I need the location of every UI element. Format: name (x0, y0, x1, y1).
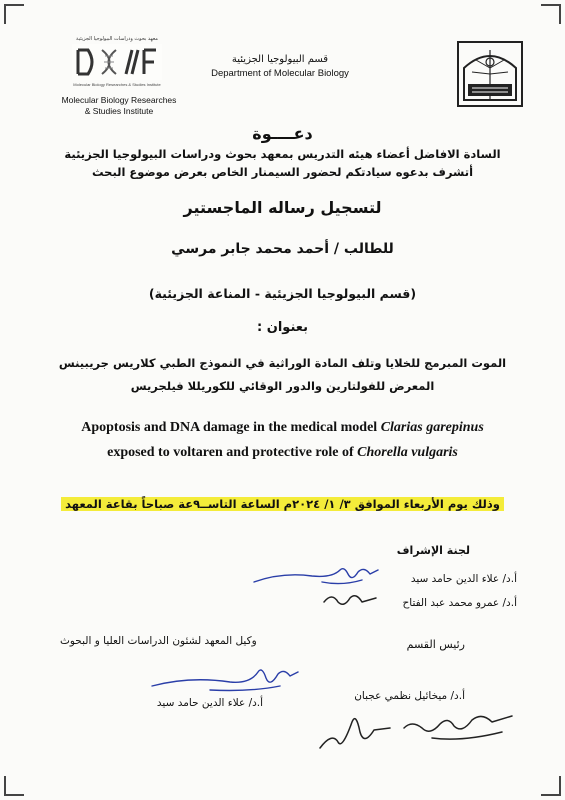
committee-label: لجنة الإشراف (396, 544, 470, 557)
vice-dean-label: وكيل المعهد لشئون الدراسات العليا و البحوث (60, 635, 257, 647)
institute-logo (62, 36, 172, 88)
english-title-text: Apoptosis and DNA damage in the medical model (81, 420, 381, 435)
arabic-title-line-1: الموت المبرمج للخلايا وتلف المادة الوراثية في النموذج الطبي كلاريس جريبينس (58, 356, 507, 370)
title-label: بعنوان : (257, 320, 308, 335)
committee-member-2: أ.د/ عمرو محمد عبد الفتاح (402, 597, 517, 609)
thesis-type: لتسجيل رساله الماجستير (183, 198, 382, 217)
student-name: للطالب / أحمد محمد جابر مرسي (171, 241, 394, 257)
corner-mark (541, 776, 561, 796)
dept-english: Department of Molecular Biology (211, 68, 349, 79)
corner-mark (4, 776, 24, 796)
institute-name-line1: Molecular Biology Researches (61, 95, 177, 105)
intro-line-2: أتشرف بدعوه سيادتكم لحضور السيمنار الخاص بعرض موضوع البحث (91, 165, 474, 179)
species-name-alga: Chorella vulgaris (357, 445, 458, 460)
date-line (0, 497, 565, 511)
english-title-text: exposed to voltaren and protective role of (107, 445, 358, 460)
logo-arabic-text: معهد بحوث ودراسات البيولوجيا الجزيئية (76, 36, 158, 42)
dna-logo-icon (72, 44, 162, 80)
corner-mark (4, 4, 24, 24)
institute-name (54, 95, 184, 117)
university-seal-icon (454, 38, 526, 110)
corner-mark (541, 4, 561, 24)
vice-dean-name: أ.د/ علاء الدين حامد سيد (156, 697, 264, 709)
date-highlight: وذلك يوم الأربعاء الموافق ٣/ ١/ ٢٠٢٤م الساعة التاســ٩عة صباحاً بقاعة المعهد (61, 497, 504, 511)
english-title-line-2 (0, 445, 565, 461)
signature-member-1 (252, 562, 382, 590)
signature-member-2 (320, 588, 380, 610)
dept-arabic: قسم البيولوجيا الجزيئية (231, 54, 329, 65)
committee-member-1: أ.د/ علاء الدين حامد سيد (410, 573, 517, 585)
invitation-title: دعــــوة (252, 124, 313, 143)
logo-small-text: Molecular Biology Researches & Studies Institute (73, 82, 161, 87)
institute-name-line2: & Studies Institute (84, 106, 154, 116)
dept-head-name: أ.د/ ميخائيل نظمي عجبان (354, 690, 465, 702)
arabic-title-line-2: المعرض للفولتارين والدور الوقائي للكوريللا فيلجريس (130, 379, 435, 393)
signature-dept-head (312, 702, 522, 758)
intro-line-1: السادة الافاضل أعضاء هيئه التدريس بمعهد بحوث ودراسات البيولوجيا الجزيئية (64, 147, 501, 161)
dept-head-label: رئيس القسم (406, 638, 465, 651)
student-department: (قسم البيولوجيا الجزيئية - المناعة الجزيئية) (148, 286, 417, 301)
species-name-fish: Clarias garepinus (380, 420, 484, 435)
english-title-line-1 (0, 420, 565, 436)
